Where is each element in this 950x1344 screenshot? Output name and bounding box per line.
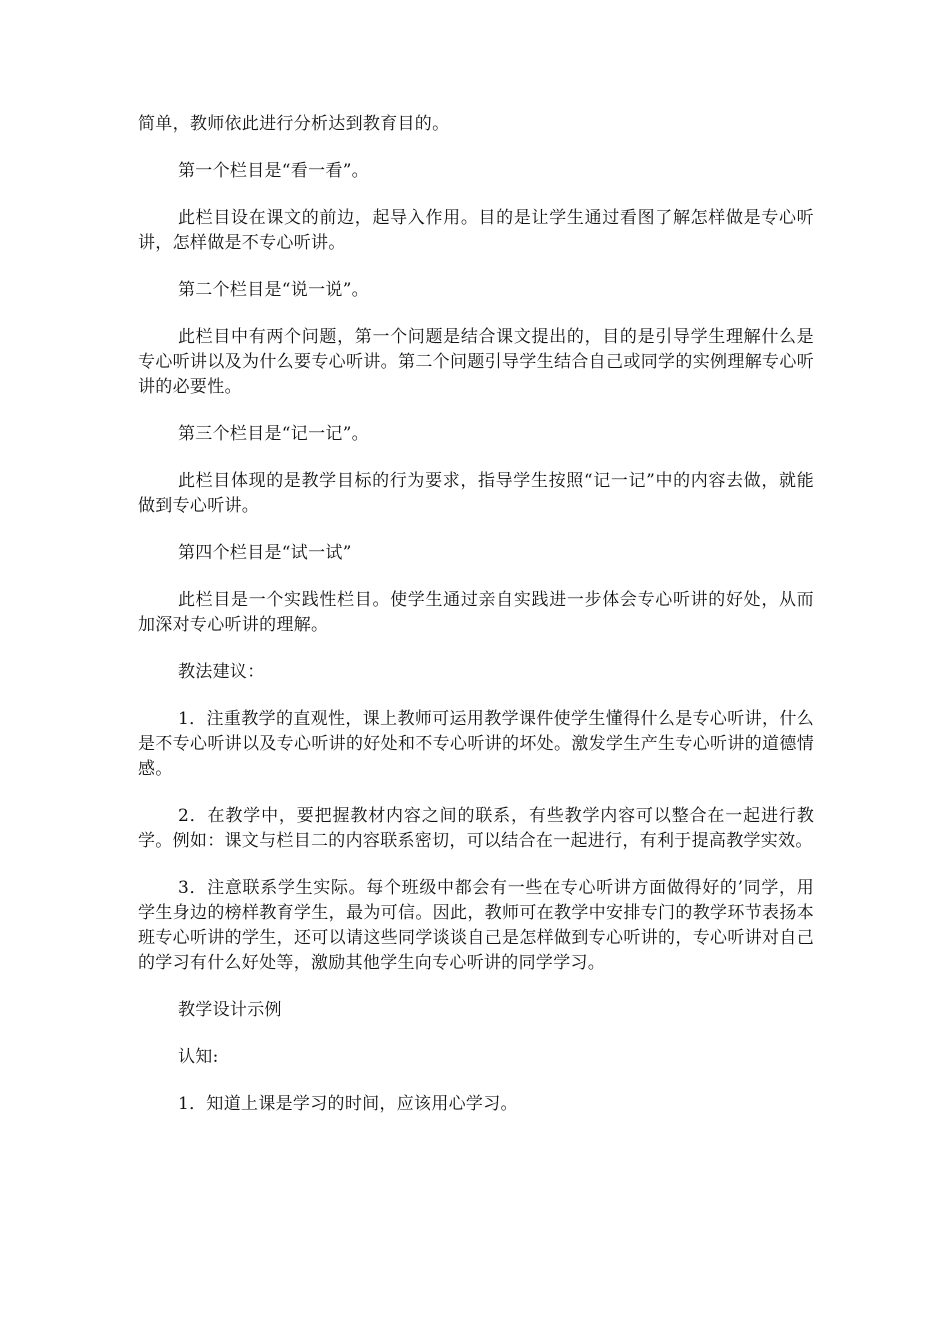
- paragraph-15: 认知:: [178, 1047, 219, 1067]
- paragraph-7: 此栏目体现的是教学目标的行为要求，指导学生按照“记一记”中的内容去做，就能做到专心听讲。: [138, 471, 814, 516]
- paragraph-13: 3．注意联系学生实际。每个班级中都会有一些在专心听讲方面做得好的’同学，用学生身边的榜样教育学生，最为可信。因此，教师可在教学中安排专门的教学环节表扬本班专心听讲的学生，还可以请这些同学谈谈自己是怎样做到专心听讲的，专心听讲对自己的学习有什么好处等，激励其他学生向专心听讲的同学学习。: [138, 878, 814, 973]
- paragraph-6: 第三个栏目是“记一记”。: [178, 424, 369, 444]
- paragraph-10: 教法建议：: [178, 662, 265, 682]
- paragraph-8: 第四个栏目是“试一试”: [178, 543, 352, 563]
- paragraph-2: 第一个栏目是“看一看”。: [178, 161, 369, 181]
- paragraph-16: 1．知道上课是学习的时间，应该用心学习。: [178, 1094, 518, 1114]
- paragraph-12: 2．在教学中，要把握教材内容之间的联系，有些教学内容可以整合在一起进行教学。例如：课文与栏目二的内容联系密切，可以结合在一起进行，有利于提高教学实效。: [138, 806, 814, 851]
- paragraph-5: 此栏目中有两个问题，第一个问题是结合课文提出的，目的是引导学生理解什么是专心听讲以及为什么要专心听讲。第二个问题引导学生结合自己或同学的实例理解专心听讲的必要性。: [138, 327, 814, 397]
- paragraph-4: 第二个栏目是“说一说”。: [178, 280, 369, 300]
- paragraph-3: 此栏目设在课文的前边，起导入作用。目的是让学生通过看图了解怎样做是专心听讲，怎样做是不专心听讲。: [138, 208, 814, 253]
- document-page: [138, 112, 814, 1139]
- paragraph-1: 简单，教师依此进行分析达到教育目的。: [138, 114, 450, 134]
- paragraph-9: 此栏目是一个实践性栏目。使学生通过亲自实践进一步体会专心听讲的好处，从而加深对专心听讲的理解。: [138, 590, 814, 635]
- paragraph-14: 教学设计示例: [178, 1000, 282, 1020]
- paragraph-11: 1．注重教学的直观性，课上教师可运用教学课件使学生懂得什么是专心听讲，什么是不专心听讲以及专心听讲的好处和不专心听讲的坏处。激发学生产生专心听讲的道德情感。: [138, 709, 814, 779]
